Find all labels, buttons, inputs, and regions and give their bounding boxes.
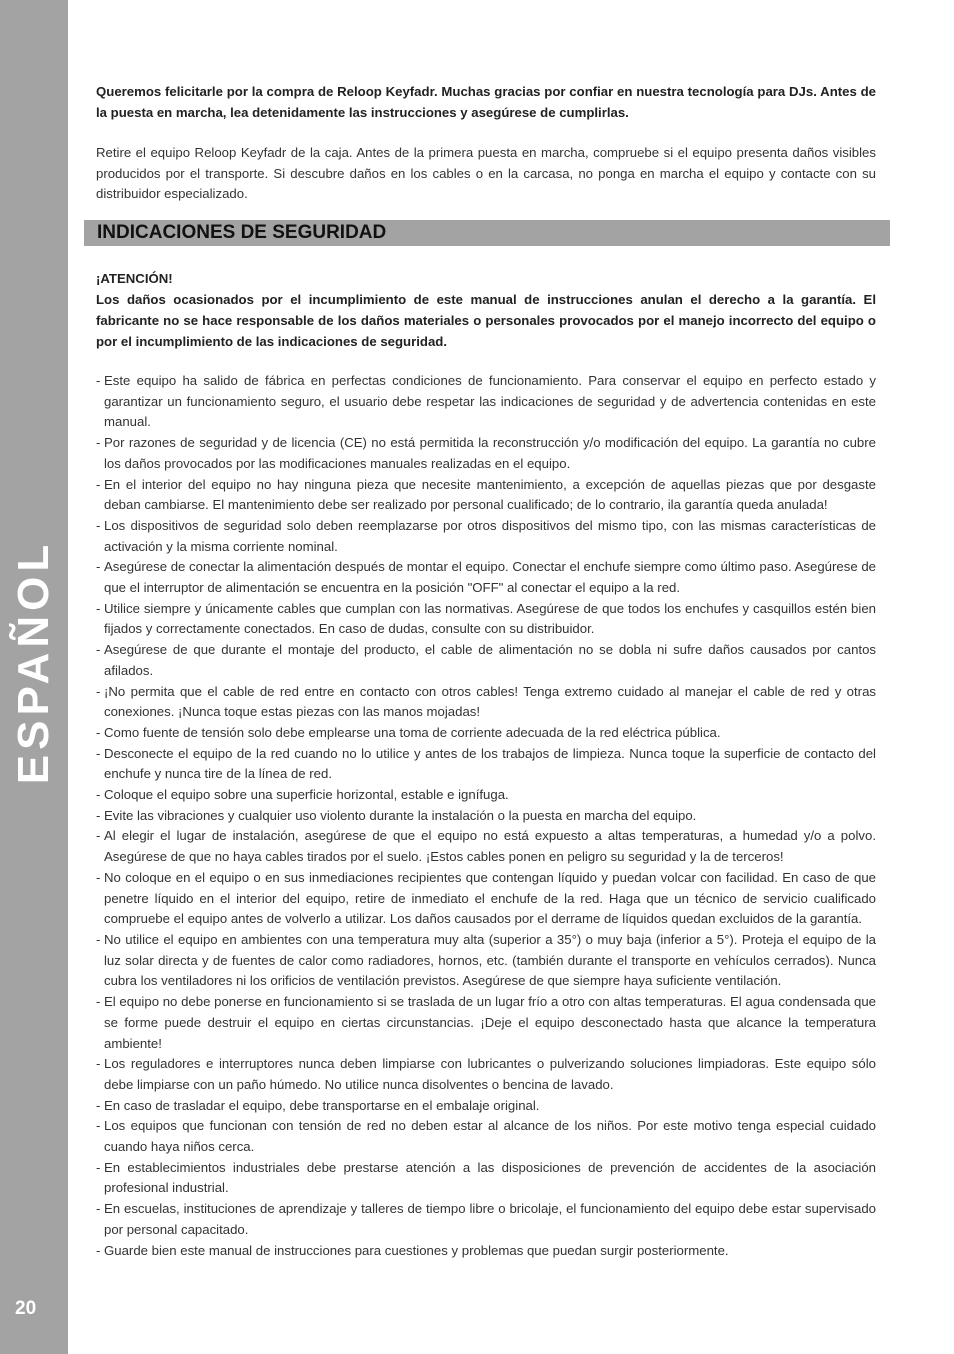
- section-header-bar: [84, 220, 890, 246]
- list-item: - En establecimientos industriales debe prestarse atención a las disposiciones de prevención de accidentes de la asociación profesional industrial.: [96, 1158, 876, 1199]
- list-item: - Guarde bien este manual de instrucciones para cuestiones y problemas que puedan surgir posteriormente.: [96, 1241, 876, 1262]
- list-item: - Desconecte el equipo de la red cuando no lo utilice y antes de los trabajos de limpieza. Nunca toque la superficie de contacto del enchufe y nunca tire de la línea de red.: [96, 744, 876, 785]
- list-item: - Este equipo ha salido de fábrica en perfectas condiciones de funcionamiento. Para conservar el equipo en perfecto estado y garantizar un funcionamiento seguro, el usuario debe respetar las indicaciones de seguridad y de advertencia contenidas en este manual.: [96, 371, 876, 433]
- list-item: - No utilice el equipo en ambientes con una temperatura muy alta (superior a 35°) o muy baja (inferior a 5°). Proteja el equipo de la luz solar directa y de fuentes de calor como radiadores, hornos, etc. (también durante el transporte en vehículos cerrados). Nunca cubra los ventiladores ni los orificios de ventilación previstos. Asegúrese de que siempre haya suficiente ventilación.: [96, 930, 876, 992]
- list-item: - Coloque el equipo sobre una superficie horizontal, estable e ignífuga.: [96, 785, 876, 806]
- list-item: - Al elegir el lugar de instalación, asegúrese de que el equipo no está expuesto a altas temperaturas, a humedad y/o a polvo. Asegúrese de que no haya cables tirados por el suelo. ¡Estos cables ponen en peligro su seguridad y la de terceros!: [96, 826, 876, 867]
- list-item: - Los dispositivos de seguridad solo deben reemplazarse por otros dispositivos del mismo tipo, con las mismas características de activación y la misma corriente nominal.: [96, 516, 876, 557]
- warning-heading: ¡ATENCIÓN!: [96, 271, 173, 286]
- list-item: - Por razones de seguridad y de licencia (CE) no está permitida la reconstrucción y/o modificación del equipo. La garantía no cubre los daños provocados por las modificaciones manuales realizadas en el equipo.: [96, 433, 876, 474]
- list-item: - Asegúrese de conectar la alimentación después de montar el equipo. Conectar el enchufe siempre como último paso. Asegúrese de que el interruptor de alimentación se encuentra en la posición "OFF" al conectar el equipo a la red.: [96, 557, 876, 598]
- list-item: - El equipo no debe ponerse en funcionamiento si se traslada de un lugar frío a otro con altas temperaturas. El agua condensada que se forme puede destruir el equipo en ciertas circunstancias. ¡Deje el equipo desconectado hasta que alcance la temperatura ambiente!: [96, 992, 876, 1054]
- warning-text: Los daños ocasionados por el incumplimiento de este manual de instrucciones anulan el derecho a la garantía. El fabricante no se hace responsable de los daños materiales o personales provocados por el manejo incorrecto del equipo o por el incumplimiento de las indicaciones de seguridad.: [96, 292, 876, 349]
- list-item: - Evite las vibraciones y cualquier uso violento durante la instalación o la puesta en marcha del equipo.: [96, 806, 876, 827]
- list-item: - Los equipos que funcionan con tensión de red no deben estar al alcance de los niños. Por este motivo tenga especial cuidado cuando haya niños cerca.: [96, 1116, 876, 1157]
- language-label: ESPAÑOL: [9, 539, 58, 785]
- intro-paragraph: Retire el equipo Reloop Keyfadr de la caja. Antes de la primera puesta en marcha, compruebe si el equipo presenta daños visibles producidos por el transporte. Si descubre daños en los cables o en la carcasa, no ponga en marcha el equipo y contacte con su distribuidor especializado.: [96, 145, 876, 202]
- list-item: - Los reguladores e interruptores nunca deben limpiarse con lubricantes o pulverizando soluciones limpiadoras. Este equipo sólo debe limpiarse con un paño húmedo. No utilice nunca disolventes o bencina de lavado.: [96, 1054, 876, 1095]
- list-item: - No coloque en el equipo o en sus inmediaciones recipientes que contengan líquido y puedan volcar con facilidad. En caso de que penetre líquido en el interior del equipo, retire de inmediato el enchufe de la red. Haga que un técnico de servicio cualificado compruebe el equipo antes de volverlo a utilizar. Los daños causados por el derrame de líquidos quedan excluidos de la garantía.: [96, 868, 876, 930]
- warning-block: [96, 268, 876, 352]
- list-item: - En el interior del equipo no hay ninguna pieza que necesite mantenimiento, a excepción de aquellas piezas que por desgaste deban cambiarse. El mantenimiento debe ser realizado por personal cualificado; de lo contrario, ila garantía queda anulada!: [96, 475, 876, 516]
- intro-greeting: Queremos felicitarle por la compra de Reloop Keyfadr. Muchas gracias por confiar en nuestra tecnología para DJs. Antes de la puesta en marcha, lea detenidamente las instrucciones y asegúrese de cumplirlas.: [96, 84, 876, 120]
- list-item: - Como fuente de tensión solo debe emplearse una toma de corriente adecuada de la red eléctrica pública.: [96, 723, 876, 744]
- intro-section: [96, 82, 876, 205]
- section-title: INDICACIONES DE SEGURIDAD: [97, 222, 387, 243]
- page-number: 20: [15, 1298, 37, 1319]
- list-item: - Asegúrese de que durante el montaje del producto, el cable de alimentación no se dobla ni sufre daños causados por cantos afilados.: [96, 640, 876, 681]
- list-item: - En caso de trasladar el equipo, debe transportarse en el embalaje original.: [96, 1096, 876, 1117]
- safety-rules-list: [96, 371, 876, 1261]
- language-sidebar: [0, 0, 68, 1354]
- list-item: - En escuelas, instituciones de aprendizaje y talleres de tiempo libre o bricolaje, el funcionamiento del equipo debe estar supervisado por personal capacitado.: [96, 1199, 876, 1240]
- list-item: - Utilice siempre y únicamente cables que cumplan con las normativas. Asegúrese de que todos los enchufes y casquillos estén bien fijados y correctamente conectados. En caso de dudas, consulte con su distribuidor.: [96, 599, 876, 640]
- list-item: - ¡No permita que el cable de red entre en contacto con otros cables! Tenga extremo cuidado al manejar el cable de red y otras conexiones. ¡Nunca toque estas piezas con las manos mojadas!: [96, 682, 876, 723]
